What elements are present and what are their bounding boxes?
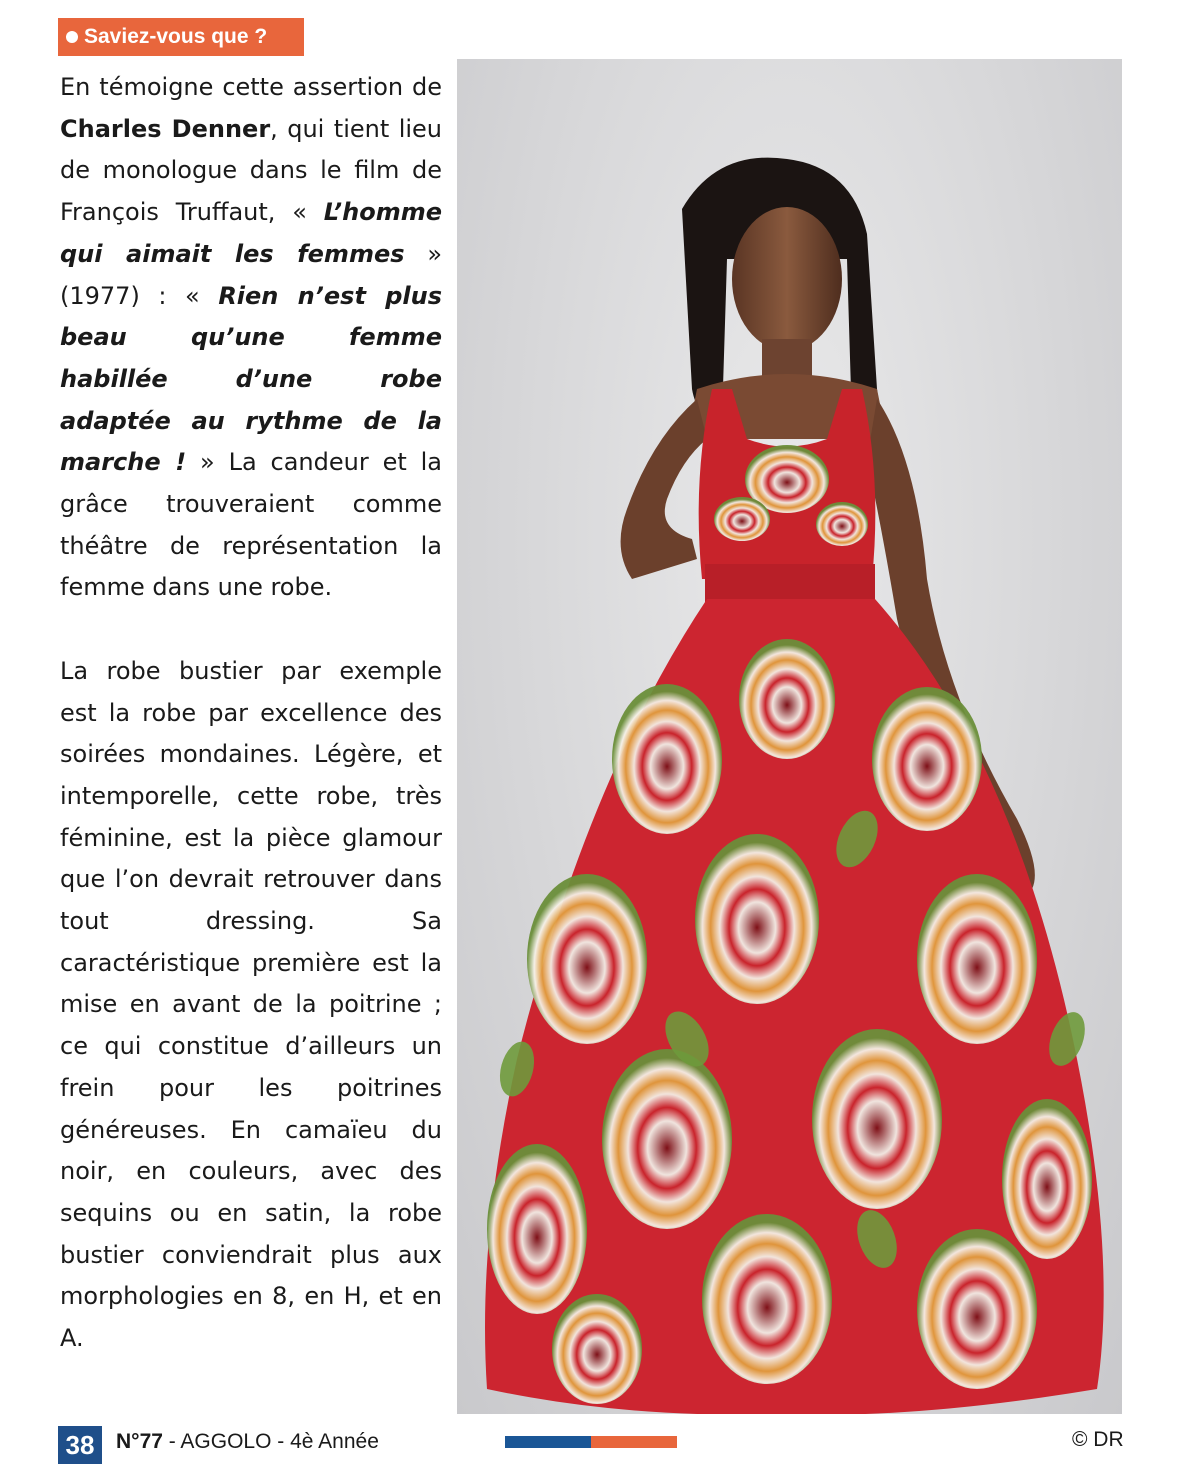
p1-text-a: En témoigne cette assertion de xyxy=(60,73,442,101)
model-illustration xyxy=(457,59,1122,1414)
dress-photo xyxy=(457,59,1122,1414)
section-tag-label: Saviez-vous que ? xyxy=(84,25,268,48)
page-number: 38 xyxy=(58,1426,102,1464)
p1-text-c: » (1977) : « xyxy=(60,239,443,310)
issue-rest: - AGGOLO - 4è Année xyxy=(162,1430,379,1453)
actor-name: Charles Denner xyxy=(60,114,271,143)
issue-number: N°77 xyxy=(116,1430,163,1453)
film-quote: Rien n’est plus beau qu’une femme habillée d’une robe adaptée au rythme de la marche ! xyxy=(60,281,443,477)
paragraph-1 xyxy=(60,67,442,609)
footer-bar-orange xyxy=(591,1436,677,1448)
film-title: L’homme qui aimait les femmes xyxy=(60,198,442,268)
bullet-icon xyxy=(66,31,78,43)
photo-credit: © DR xyxy=(1072,1428,1124,1451)
footer-bar-blue xyxy=(505,1436,591,1448)
p1-text-b: , qui tient lieu de monologue dans le film de François Truffaut, « xyxy=(60,114,443,227)
p1-text-d: » La candeur et la grâce trouveraient comme théâtre de représentation la femme dans une robe. xyxy=(60,448,442,602)
paragraph-2: La robe bustier par exemple est la robe par excellence des soirées mondaines. Légère, et intemporelle, cette robe, très féminine, est la pièce glamour que l’on devrait retrouver dans tout dressing. Sa caractéristique première est la mise en avant de la poitrine ; ce qui constitue d’ailleurs un frein pour les poitrines généreuses. En camaïeu du noir, en couleurs, avec des sequins ou en satin, la robe bustier conviendrait plus aux morphologies en 8, en H, et en A. xyxy=(60,656,442,1353)
section-tag xyxy=(58,18,304,56)
article-text xyxy=(60,67,442,1360)
issue-info xyxy=(116,1430,379,1454)
